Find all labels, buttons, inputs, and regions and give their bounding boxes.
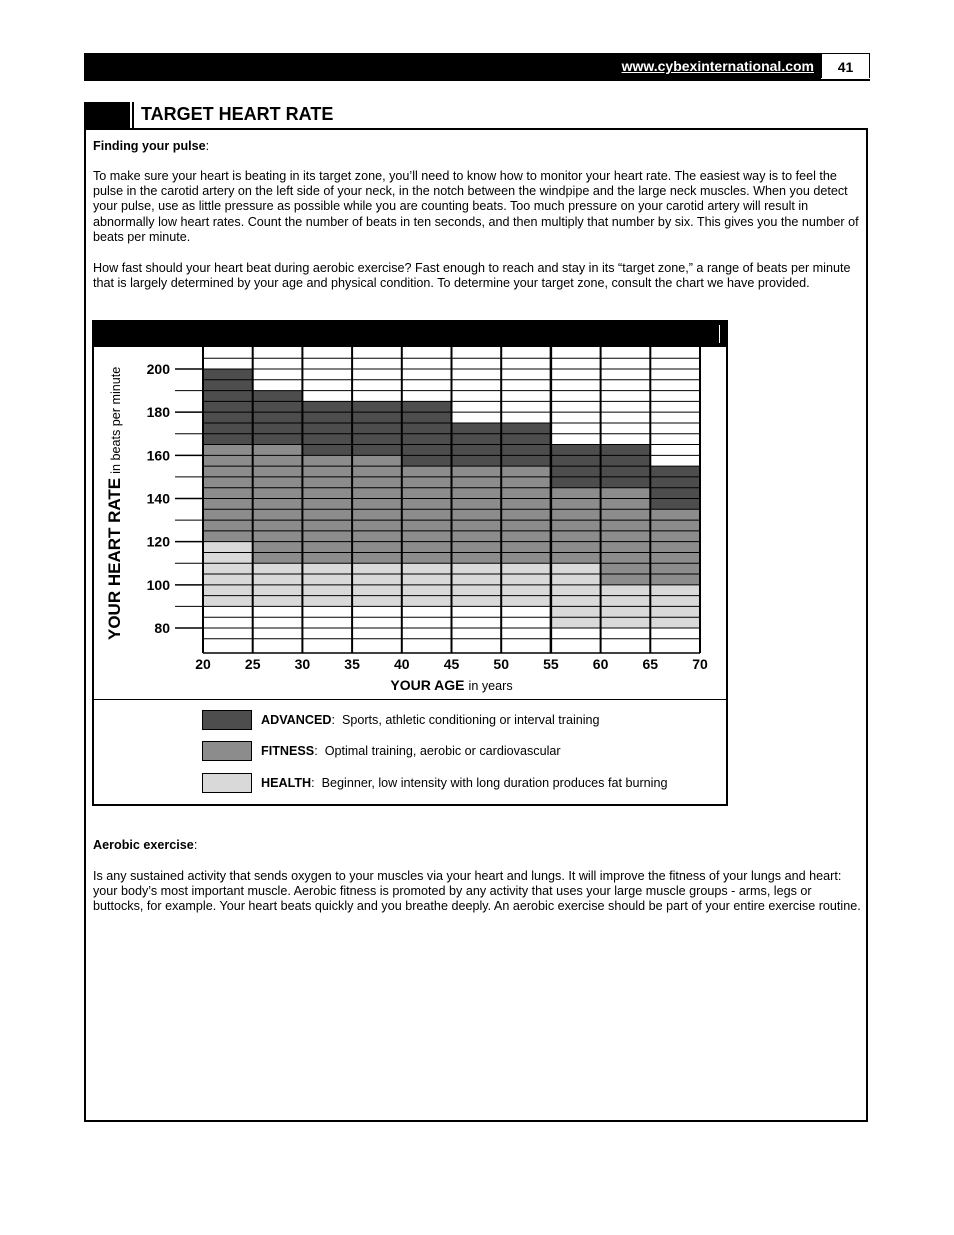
y-tick-label: 140 — [146, 490, 170, 507]
section-title: TARGET HEART RATE — [141, 104, 334, 124]
zone-cell-fitness — [402, 466, 452, 563]
legend-sep-fitness: : — [314, 744, 325, 758]
x-tick-label: 20 — [195, 656, 211, 672]
zone-cell-advanced — [352, 401, 402, 455]
zone-cell-fitness — [601, 488, 651, 585]
y-tick-label: 160 — [146, 447, 170, 464]
zone-cell-fitness — [650, 509, 700, 585]
zone-cell-advanced — [253, 391, 303, 445]
section-marker — [84, 102, 130, 128]
x-tick-label: 70 — [692, 656, 708, 672]
y-ticks — [147, 361, 203, 636]
x-tick-label: 60 — [592, 656, 609, 672]
aerobic-paragraph: Is any sustained activity that sends oxygen to your muscles via your heart and lungs. It will improve the fitness of your lungs and heart: your body’s most important muscle. Aerobic fitness is promoted by any activity that uses your large muscle groups - arms, legs or buttocks, for example. Your heart beats quickly and you breathe deeply. An aerobic exercise should be part of your entire exercise routine. — [93, 869, 861, 914]
x-ticks — [195, 656, 708, 672]
legend-sep-health: : — [311, 776, 322, 790]
x-tick-label: 55 — [543, 656, 559, 672]
legend-separator — [94, 699, 726, 700]
y-tick-label: 200 — [146, 361, 170, 377]
website-link[interactable]: www.cybexinternational.com — [621, 58, 814, 74]
y-axis-label — [105, 367, 124, 640]
pulse-heading: Finding your pulse — [93, 139, 206, 153]
zone-cell-fitness — [253, 445, 303, 564]
y-tick-label: 80 — [154, 620, 170, 636]
legend-sep-advanced: : — [331, 713, 342, 727]
zone-cell-advanced — [302, 401, 352, 455]
legend-label-fitness: FITNESS — [261, 744, 315, 758]
y-axis-title: YOUR HEART RATE — [105, 477, 124, 640]
legend-label-advanced: ADVANCED — [261, 713, 332, 727]
x-tick-label: 40 — [394, 656, 410, 672]
legend-desc-fitness: Optimal training, aerobic or cardiovascular — [324, 744, 561, 758]
aerobic-heading-line — [93, 838, 863, 853]
y-axis-unit: in beats per minute — [109, 366, 123, 474]
y-tick-label: 180 — [146, 404, 170, 421]
pulse-heading-colon: : — [205, 139, 210, 153]
page-number: 41 — [821, 53, 870, 78]
legend-desc-health: Beginner, low intensity with long duration produces fat burning — [321, 776, 668, 790]
zone-cell-advanced — [203, 369, 253, 445]
legend-item-fitness — [261, 744, 561, 758]
x-tick-label: 50 — [493, 656, 509, 672]
zone-cell-fitness — [452, 466, 502, 563]
legend-swatch-advanced — [202, 710, 252, 730]
x-axis-unit: in years — [468, 679, 513, 693]
aerobic-heading: Aerobic exercise — [93, 838, 194, 852]
heart-rate-chart — [94, 347, 726, 699]
x-tick-label: 65 — [642, 656, 659, 672]
legend-item-advanced — [261, 713, 600, 727]
chart-header-divider — [719, 325, 720, 343]
legend-desc-advanced: Sports, athletic conditioning or interval training — [341, 713, 600, 727]
legend-label-health: HEALTH — [261, 776, 312, 790]
x-tick-label: 35 — [344, 656, 360, 672]
pulse-heading-line — [93, 139, 863, 154]
pulse-paragraph-2: How fast should your heart beat during aerobic exercise? Fast enough to reach and stay in its “target zone,” a range of beats per minute that is largely determined by your age and physical condition. To determine your target zone, consult the chart we have provided. — [93, 261, 851, 291]
x-axis-title: YOUR AGE — [390, 677, 465, 693]
legend-item-health — [261, 776, 667, 790]
section-marker-line — [132, 102, 134, 128]
chart-header-bar — [92, 320, 728, 347]
legend-swatch-health — [202, 773, 252, 793]
zone-cell-fitness — [551, 488, 601, 564]
zone-cell-fitness — [501, 466, 551, 563]
zone-cell-fitness — [203, 445, 253, 542]
y-tick-label: 100 — [146, 576, 170, 593]
pulse-paragraph-1: To make sure your heart is beating in its target zone, you’ll need to know how to monitor your heart rate. The easiest way is to feel the pulse in the carotid artery on the left side of your neck, in the notch between the windpipe and the large neck muscles. When you detect your pulse, use as little pressure as possible while you are counting beats. Too much pressure on your carotid artery will result in abnormally low heart rates. Count the number of beats in ten seconds, and then multiply that number by six. This gives you the number of beats per minute. — [93, 169, 859, 244]
header-rule — [84, 79, 870, 81]
x-tick-label: 25 — [244, 656, 261, 672]
legend-swatch-fitness — [202, 741, 252, 761]
x-tick-label: 45 — [443, 656, 460, 672]
x-axis-label — [390, 677, 512, 693]
y-tick-label: 120 — [146, 533, 170, 550]
x-tick-label: 30 — [294, 656, 311, 672]
aerobic-heading-colon: : — [193, 838, 198, 852]
